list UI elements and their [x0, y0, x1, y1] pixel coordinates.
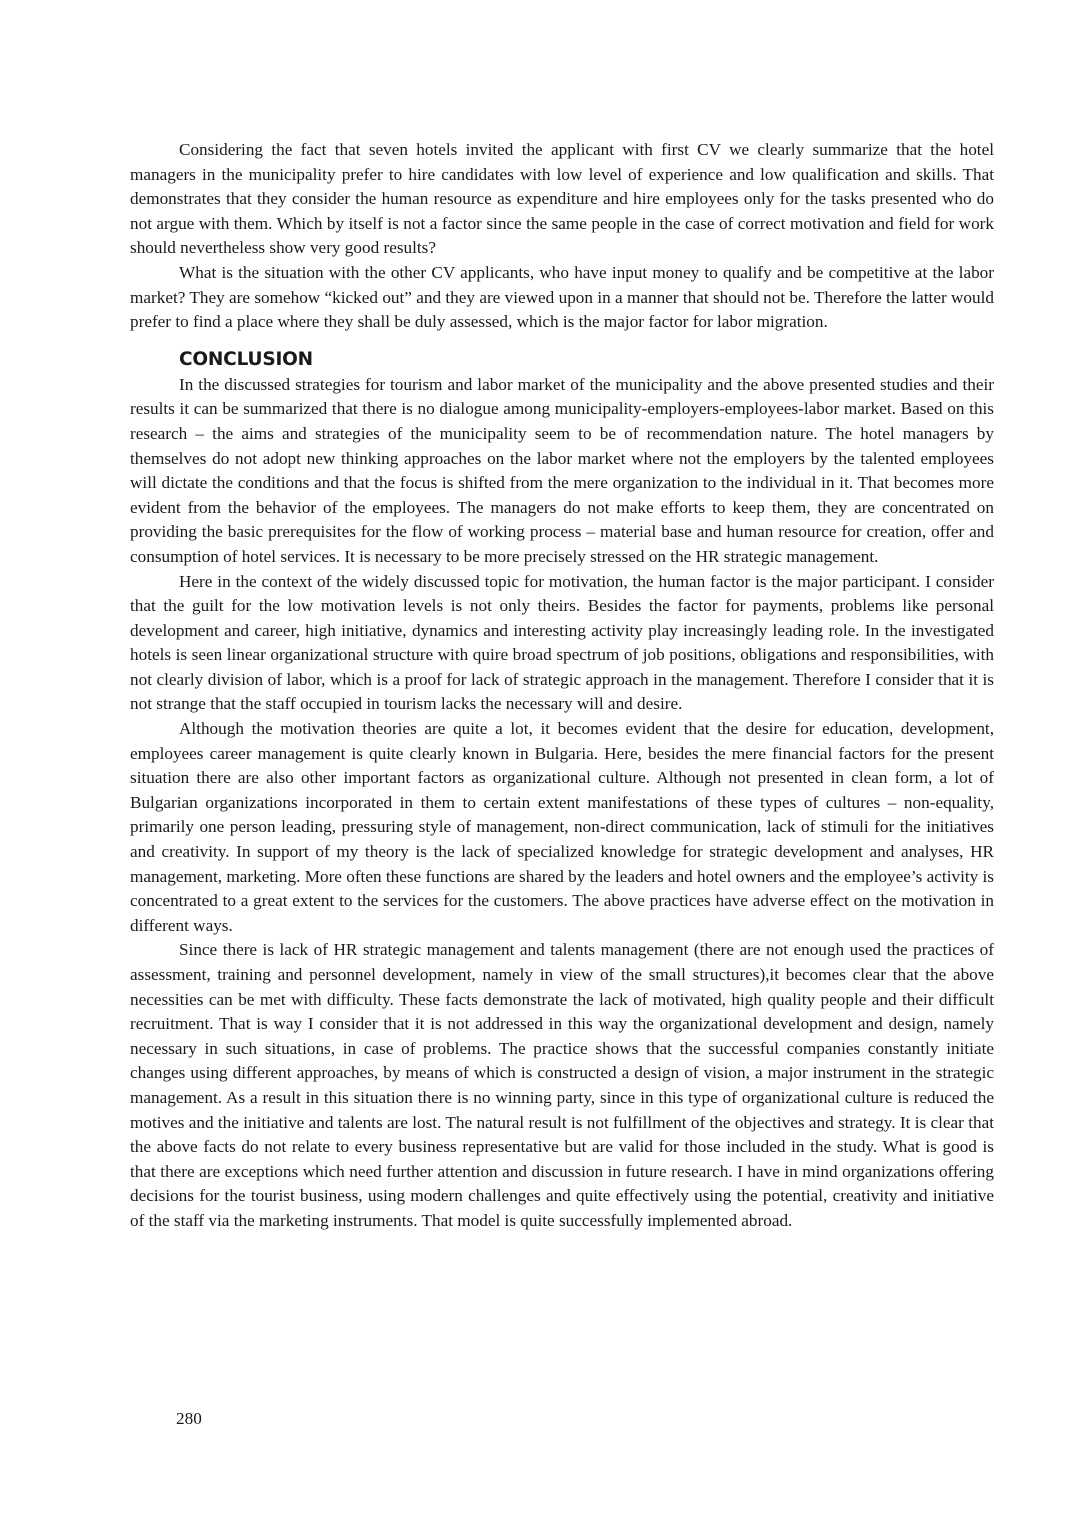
body-paragraph-2: What is the situation with the other CV applicants, who have input money to qualify and be competitive at the labor market? They are somehow “kicked out” and they are viewed upon in a manner that should not be. Therefore the latter would prefer to find a place where they shall be duly assessed, which is the major factor for labor migration. — [130, 262, 994, 332]
page-body — [130, 138, 994, 1234]
body-paragraph-1: Considering the fact that seven hotels invited the applicant with first CV we clearly summarize that the hotel managers in the municipality prefer to hire candidates with low level of experience and low qualification and skills. That demonstrates that they consider the human resource as expenditure and hire employees only for the tasks presented who do not argue with them. Which by itself is not a factor since the same people in the case of correct motivation and field for work should nevertheless show very good results? — [130, 140, 994, 258]
conclusion-paragraph-4: Since there is lack of HR strategic management and talents management (there are not enough used the practices of assessment, training and personnel development, namely in view of the small structures),it becomes clear that the above necessities can be met with difficulty. These facts demonstrate the lack of motivated, high quality people and their difficult recruitment. That is way I consider that it is not addressed in this way the organizational development and design, namely necessary in such situations, in case of problems. The practice shows that the successful companies constantly initiate changes using different approaches, by means of which is constructed a design of vision, a major instrument in the strategic management. As a result in this situation there is no winning party, since in this type of organizational culture is reduced the motives and the initiative and talents are lost. The natural result is not fulfillment of the objectives and strategy. It is clear that the above facts do not relate to every business representative but are valid for those included in the study. What is good is that there are exceptions which need further attention and discussion in future research. I have in mind organizations offering decisions for the tourist business, using modern challenges and quite effectively using the potential, creativity and initiative of the staff via the marketing instruments. That model is quite successfully implemented abroad. — [130, 940, 994, 1230]
conclusion-paragraph-3: Although the motivation theories are quite a lot, it becomes evident that the desire for education, development, employees career management is quite clearly known in Bulgaria. Here, besides the mere financial factors for the present situation there are also other important factors as organizational culture. Although not presented in clean form, a lot of Bulgarian organizations incorporated in them to certain extent manifestations of these types of cultures – non-equality, primarily one person leading, pressuring style of management, non-direct communication, lack of stimuli for the initiatives and creativity. In support of my theory is the lack of specialized knowledge for strategic development and analyses, HR management, marketing. More often these functions are shared by the leaders and hotel owners and the employee’s activity is concentrated to a great extent to the services for the customers. The above practices have adverse effect on the motivation in different ways. — [130, 719, 994, 935]
page-number: 280 — [176, 1409, 202, 1428]
conclusion-paragraph-1: In the discussed strategies for tourism and labor market of the municipality and the above presented studies and their results it can be summarized that there is no dialogue among municipality-employers-employees-labor market. Based on this research – the aims and strategies of the municipality seem to be of recommendation nature. The hotel managers by themselves do not adopt new thinking approaches on the labor market where not the employers by the talented employees will dictate the conditions and that the focus is shifted from the mere organization to the individual in it. That becomes more evident from the behavior of the employees. The managers do not make efforts to keep them, they are concentrated on providing the basic prerequisites for the flow of working process – material base and human resource for creation, offer and consumption of hotel services. It is necessary to be more precisely stressed on the HR strategic management. — [130, 374, 994, 566]
conclusion-heading: CONCLUSION — [179, 348, 313, 370]
conclusion-paragraph-2: Here in the context of the widely discussed topic for motivation, the human factor is the major participant. I consider that the guilt for the low motivation levels is not only theirs. Besides the factor for payments, problems like personal development and career, high initiative, dynamics and interesting activity play increasingly leading role. In the investigated hotels is seen linear organizational structure with quire broad spectrum of job positions, obligations and responsibilities, with not clearly division of labor, which is a proof for lack of strategic approach in the management. Therefore I consider that it is not strange that the staff occupied in tourism lacks the necessary will and desire. — [130, 571, 994, 714]
